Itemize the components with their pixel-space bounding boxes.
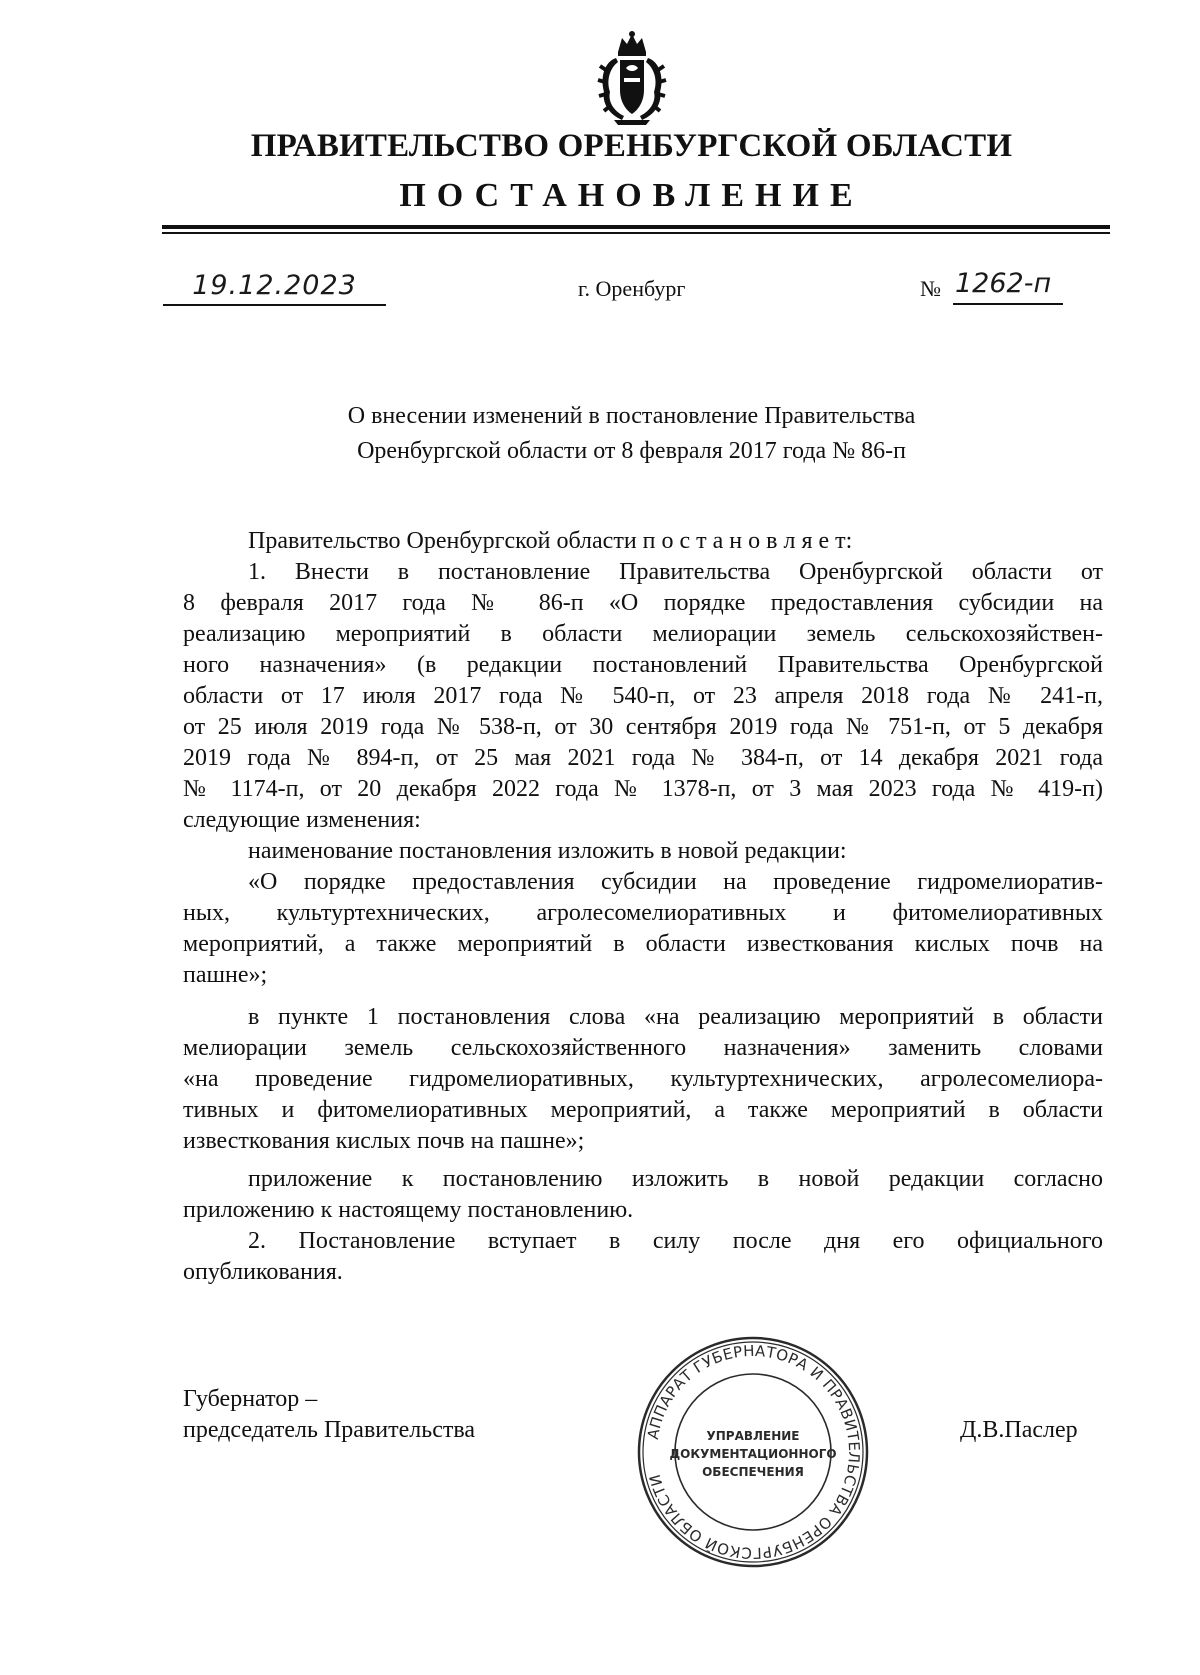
number-sign: № — [920, 276, 941, 301]
body-line: Правительство Оренбургской области п о с т а н о в л я е т: — [248, 528, 853, 554]
body-line: области от 17 июля 2017 года № 540-п, от 23 апреля 2018 года № 241-п, — [183, 683, 1103, 709]
subject-line: Оренбургской области от 8 февраля 2017 года № 86-п — [357, 438, 906, 464]
body-line: 2. Постановление вступает в силу после дня его официального — [248, 1228, 1103, 1254]
body-line: пашне»; — [183, 962, 268, 988]
subject-line: О внесении изменений в постановление Правительства — [347, 403, 916, 429]
body-line: реализацию мероприятий в области мелиорации земель сельскохозяйствен- — [183, 621, 1103, 647]
stamp-center-text: ДОКУМЕНТАЦИОННОГО — [669, 1447, 837, 1461]
document-date: 19.12.2023 — [192, 270, 357, 301]
date-underline — [163, 304, 386, 306]
body-line: в пункте 1 постановления слова «на реализацию мероприятий в области — [248, 1004, 1103, 1030]
stamp-center-text: ОБЕСПЕЧЕНИЯ — [702, 1465, 804, 1479]
body-line: мелиорации земель сельскохозяйственного назначения» заменить словами — [183, 1035, 1103, 1061]
document-number: 1262-п — [955, 268, 1052, 299]
body-line: тивных и фитомелиоративных мероприятий, а также мероприятий в области — [183, 1097, 1103, 1123]
body-line: следующие изменения: — [183, 807, 421, 833]
body-line: 8 февраля 2017 года № 86-п «О порядке предоставления субсидии на — [183, 590, 1103, 616]
body-line: мероприятий, а также мероприятий в области известкования кислых почв на — [183, 931, 1103, 957]
body-line: 2019 года № 894-п, от 25 мая 2021 года № 384-п, от 14 декабря 2021 года — [183, 745, 1103, 771]
body-line: «О порядке предоставления субсидии на проведение гидромелиоратив- — [248, 869, 1103, 895]
body-line: ного назначения» (в редакции постановлений Правительства Оренбургской — [183, 652, 1103, 678]
body-line: наименование постановления изложить в новой редакции: — [248, 838, 847, 864]
number-underline — [953, 303, 1063, 305]
body-line: приложению к настоящему постановлению. — [183, 1197, 634, 1223]
signatory-name: Д.В.Паслер — [960, 1417, 1078, 1443]
stamp-ring-text: АППАРАТ ГУБЕРНАТОРА И ПРАВИТЕЛЬСТВА ОРЕНБУРГСКОЙ ОБЛАСТИ — [643, 1341, 864, 1563]
stamp-center-text: УПРАВЛЕНИЕ — [706, 1429, 800, 1443]
government-title: ПРАВИТЕЛЬСТВО ОРЕНБУРГСКОЙ ОБЛАСТИ — [250, 128, 1013, 164]
body-line: известкования кислых почв на пашне»; — [183, 1128, 585, 1154]
body-line: 1. Внести в постановление Правительства Оренбургской области от — [248, 559, 1103, 585]
body-line: опубликования. — [183, 1259, 343, 1285]
document-city: г. Оренбург — [578, 276, 686, 301]
body-line: № 1174-п, от 20 декабря 2022 года № 1378-п, от 3 мая 2023 года № 419-п) — [183, 776, 1103, 802]
body-line: «на проведение гидромелиоративных, культуртехнических, агролесомелиора- — [183, 1066, 1103, 1092]
header-rule-thick — [162, 225, 1110, 229]
body-line: ных, культуртехнических, агролесомелиоративных и фитомелиоративных — [183, 900, 1103, 926]
official-stamp — [633, 1332, 873, 1572]
header-rule-thin — [162, 232, 1110, 234]
body-line: приложение к постановлению изложить в новой редакции согласно — [248, 1166, 1103, 1192]
coat-of-arms-icon — [596, 30, 668, 126]
signatory-position: Губернатор – — [183, 1386, 318, 1412]
body-line: от 25 июля 2019 года № 538-п, от 30 сентября 2019 года № 751-п, от 5 декабря — [183, 714, 1103, 740]
signatory-position: председатель Правительства — [183, 1417, 476, 1443]
document-type: ПОСТАНОВЛЕНИЕ — [399, 177, 864, 214]
